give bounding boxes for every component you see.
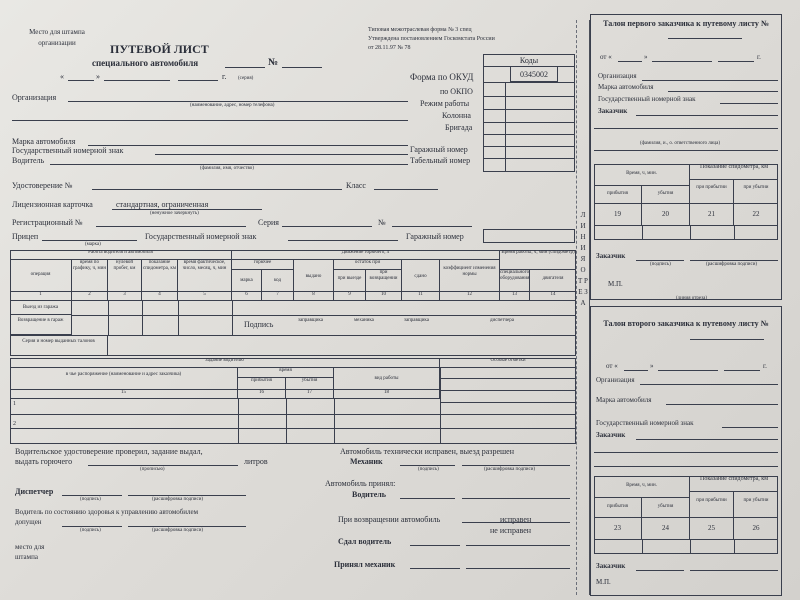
- sub-rest: остаток при: [334, 260, 402, 270]
- coupon2-month-line[interactable]: [658, 370, 718, 371]
- num-11: 11: [402, 292, 440, 301]
- coupon2-brand-line[interactable]: [666, 404, 778, 405]
- number-line: [282, 67, 322, 68]
- coupon1-month-line[interactable]: [652, 61, 712, 62]
- not-ok-text: не исправен: [490, 526, 532, 535]
- driver-line[interactable]: [50, 164, 408, 165]
- org-hint: (наименование, адрес, номер телефона): [190, 103, 275, 108]
- task-col-customer: в чье распоряжение (наименование и адрес заказчика): [10, 368, 238, 390]
- coupon1-dep: убытия: [642, 186, 690, 204]
- task-vline-2: [286, 399, 287, 444]
- coupon2-day-line[interactable]: [624, 370, 648, 371]
- row-divider-d: [232, 301, 233, 335]
- series-line: [225, 67, 265, 68]
- coupon2-sign-line[interactable]: [636, 570, 684, 571]
- class-label: Класс: [346, 181, 366, 190]
- license-line[interactable]: [92, 189, 342, 190]
- trailer-garage-label: Гаражный номер: [406, 232, 464, 241]
- health-decode-hint: (расшифровка подписи): [152, 528, 204, 533]
- organization-label: Организация: [12, 93, 57, 102]
- coupon1-customer-line-2[interactable]: [594, 128, 778, 129]
- coupon1-brand-line[interactable]: [668, 91, 778, 92]
- num-label: №: [378, 218, 386, 227]
- coupon2-at-dep: при убытии: [734, 492, 778, 518]
- coupon2-quote-close: »: [650, 362, 654, 370]
- task-col-dep: убытия: [286, 378, 334, 390]
- coupon2-vline-1: [642, 540, 643, 554]
- coupon1-cut-hint: (линия отреза): [676, 296, 708, 301]
- driver-accept-label: Водитель: [352, 490, 386, 499]
- garage-no-label: Гаражный номер: [410, 145, 468, 154]
- col-issued: выдано: [294, 260, 334, 292]
- date-year-line: [178, 80, 218, 81]
- coupon2-customer-line[interactable]: [636, 439, 778, 440]
- driver-accept-decode-line[interactable]: [462, 498, 570, 499]
- num-9: 9: [334, 292, 366, 301]
- task-row-2: 2: [13, 421, 16, 427]
- form-note-3: от 28.11.97 № 78: [368, 45, 411, 51]
- tabel-no-label: Табельный номер: [410, 156, 471, 165]
- col-at-exit: при выезде: [334, 270, 366, 292]
- coupon1-org-line[interactable]: [642, 80, 778, 81]
- brand-hint: (марка): [85, 242, 101, 247]
- coupon2-hint-line: [594, 466, 778, 467]
- col-engine: двигателя: [530, 270, 576, 292]
- coupon2-vline-3: [734, 540, 735, 554]
- work-group-2: Движение горючего, л: [232, 250, 500, 260]
- coupon1-vline-1: [642, 226, 643, 240]
- dispatcher-label: Диспетчер: [15, 487, 54, 496]
- sign-refueler: заправщика: [298, 318, 323, 323]
- num-8: 8: [294, 292, 334, 301]
- coupon2-org: Организация: [596, 376, 635, 384]
- coupon2-customer-sign: Заказчик: [596, 562, 626, 570]
- class-line[interactable]: [374, 189, 438, 190]
- words-hint: (прописью): [140, 467, 165, 472]
- num-7: 7: [262, 292, 294, 301]
- form-note-1: Типовая межотраслевая форма № 3 спец: [368, 27, 472, 33]
- series-label: Серия: [258, 218, 279, 227]
- num-13: 13: [500, 292, 530, 301]
- num-2: 2: [72, 292, 108, 301]
- coupon1-sign-hint: (подпись): [650, 262, 671, 267]
- year-suffix: г.: [222, 72, 227, 81]
- coupon1-gov-line[interactable]: [720, 103, 778, 104]
- car-brand-line[interactable]: [88, 145, 408, 146]
- task-col-time: время: [238, 368, 334, 378]
- codes-divider-7: [483, 146, 575, 147]
- dispatcher-sign-hint: (подпись): [80, 497, 101, 502]
- row-divider-b: [142, 301, 143, 335]
- task-col-arr: прибытия: [238, 378, 286, 390]
- coupon2-at-arr: при прибытии: [690, 492, 734, 518]
- coupon2-from: от «: [606, 362, 618, 370]
- special-line-4: [440, 414, 576, 415]
- task-row-1: 1: [13, 401, 16, 407]
- coupon1-at-dep: при убытии: [734, 180, 778, 204]
- trailer-line[interactable]: [42, 240, 137, 241]
- series-line-2[interactable]: [282, 226, 372, 227]
- reg-no-line[interactable]: [96, 226, 246, 227]
- special-line-5: [440, 428, 576, 429]
- form-note-2: Утверждена постановлением Госкомстата России: [368, 36, 495, 42]
- health-text: Водитель по состоянию здоровья к управлению автомобилем: [15, 508, 199, 516]
- organization-line[interactable]: [68, 101, 408, 102]
- coupon2-customer-line-2[interactable]: [594, 452, 778, 453]
- mechanic-sign-hint: (подпись): [418, 467, 439, 472]
- coupon1-customer-sign: Заказчик: [596, 252, 626, 260]
- driver-hint: (фамилия, имя, отчество): [200, 166, 254, 171]
- license-label: Удостоверение №: [12, 181, 73, 190]
- coupon1-title: Талон первого заказчика к путевому листу №: [603, 19, 769, 28]
- coupon2-decode-line[interactable]: [690, 570, 778, 571]
- driver-label: Водитель: [12, 156, 45, 165]
- health-sign-hint: (подпись): [80, 528, 101, 533]
- handed-decode-line[interactable]: [466, 545, 570, 546]
- coupon2-mp: М.П.: [596, 578, 611, 586]
- coupon2-speedo: Показание спидометра, км: [690, 476, 778, 492]
- col-sched: время по графику, ч, мин: [72, 260, 108, 292]
- coupon1-arr: прибытия: [594, 186, 642, 204]
- coupon2-dep: убытия: [642, 498, 690, 518]
- mechanic-sign-line[interactable]: [400, 465, 455, 466]
- row-divider-h: [72, 315, 576, 316]
- num-14: 14: [530, 292, 576, 301]
- work-group-1: Работа водителя и автомобиля: [10, 250, 232, 260]
- codes-divider-8: [483, 158, 575, 159]
- coupon1-year: г.: [757, 53, 761, 61]
- stamp-place-bottom: место для штампа: [15, 543, 45, 561]
- cut-line-text-1: Л И Н И Я О Т Р Е З А: [578, 211, 588, 307]
- coupon1-num-19: 19: [594, 204, 642, 226]
- col-speedo: показание спидометра, км: [142, 260, 178, 292]
- received-sign-line[interactable]: [410, 568, 460, 569]
- sign-mechanic: механика: [354, 318, 374, 323]
- coupon1-year-line[interactable]: [718, 61, 754, 62]
- trailer-gov-label: Государственный номерной знак: [145, 232, 257, 241]
- coupon2-number-line[interactable]: [690, 339, 764, 340]
- task-num-18: 18: [334, 390, 440, 399]
- coupon1-sign-line[interactable]: [636, 260, 684, 261]
- coupon2-num-23: 23: [594, 518, 642, 540]
- trailer-gov-line[interactable]: [288, 240, 398, 241]
- special-marks: Особые отметки: [440, 358, 576, 368]
- special-line-1: [440, 378, 576, 379]
- issue-fuel: выдать горючего: [15, 457, 73, 466]
- organization-line-2[interactable]: [12, 120, 408, 121]
- liters-label: литров: [244, 457, 268, 466]
- mechanic-decode-line[interactable]: [462, 465, 570, 466]
- col-operation: операция: [10, 260, 72, 292]
- coupon1-hint-line: [594, 150, 778, 151]
- card-type-line: [112, 209, 262, 210]
- form-subtitle: специального автомобиля: [92, 58, 199, 68]
- date-quote-open: «: [60, 72, 64, 81]
- task-num-15: 15: [10, 390, 238, 399]
- coupon1-decode-line[interactable]: [690, 260, 778, 261]
- car-accepted: Автомобиль принял:: [325, 479, 396, 488]
- handed-sign-line[interactable]: [410, 545, 460, 546]
- coupon1-gov: Государственный номерной знак: [598, 95, 696, 103]
- col-code: код: [262, 270, 294, 292]
- coupon1-customer: Заказчик: [598, 107, 628, 115]
- codes-divider-6: [483, 134, 575, 135]
- coupon2-num-24: 24: [642, 518, 690, 540]
- reg-no-label: Регистрационный №: [12, 218, 83, 227]
- task-num-17: 17: [286, 390, 334, 399]
- codes-divider-3: [483, 96, 575, 97]
- ok-text: исправен: [500, 515, 532, 524]
- col-zero: нулевой пробег, км: [108, 260, 142, 292]
- coupon2-year-line[interactable]: [724, 370, 760, 371]
- date-day-line: [68, 80, 94, 81]
- coupon2-vline-2: [690, 540, 691, 554]
- task-row-divider-2: [10, 428, 440, 429]
- row-divider-c: [178, 301, 179, 335]
- num-1: 1: [10, 292, 72, 301]
- okpo-label: по ОКПО: [440, 87, 473, 96]
- license-card-label: Лицензионная карточка: [12, 200, 93, 209]
- car-brand-label: Марка автомобиля: [12, 137, 76, 146]
- codes-vline: [505, 82, 506, 172]
- coupon1-decode-hint: (расшифровка подписи): [706, 262, 758, 267]
- coupon1-num-22: 22: [734, 204, 778, 226]
- codes-divider-5: [483, 122, 575, 123]
- received-label: Принял механик: [334, 560, 396, 569]
- coupon1-day-line[interactable]: [618, 61, 642, 62]
- coupon1-speedo: Показание спидометра, км: [690, 164, 778, 180]
- sign-refueler-2: заправщика: [404, 318, 429, 323]
- codes-divider-2: [483, 82, 575, 83]
- task-row-divider-1: [10, 414, 440, 415]
- mechanic-decode-hint: (расшифровка подписи): [484, 467, 536, 472]
- coupon2-brand: Марка автомобиля: [596, 396, 652, 404]
- work-mode-label: Режим работы: [420, 99, 470, 108]
- col-special: специального оборудования: [500, 270, 530, 292]
- dispatcher-decode-line[interactable]: [128, 495, 246, 496]
- coupon1-from: от «: [600, 53, 612, 61]
- stamp-place-text: Место для штампа организации: [29, 28, 85, 47]
- coupon1-time: Время, ч, мин.: [594, 164, 690, 186]
- card-hint: (ненужное зачеркнуть): [150, 211, 199, 216]
- allowed-text: допущен: [15, 518, 42, 526]
- sign-label: Подпись: [244, 320, 274, 329]
- num-line[interactable]: [392, 226, 472, 227]
- coupon1-quote-close: »: [644, 53, 648, 61]
- handed-label: Сдал водитель: [338, 537, 392, 546]
- coupon1-brand: Марка автомобиля: [598, 83, 654, 91]
- task-vline-3: [334, 399, 335, 444]
- gov-number-line[interactable]: [155, 154, 408, 155]
- coupon2-year: г.: [763, 362, 767, 370]
- num-12: 12: [440, 292, 500, 301]
- coupon2-num-25: 25: [690, 518, 734, 540]
- coupon1-customer-line[interactable]: [636, 115, 778, 116]
- coupon1-mp: М.П.: [608, 280, 623, 288]
- codes-header: Коды: [519, 56, 539, 65]
- card-type: стандартная, ограниченная: [116, 200, 209, 209]
- coupon2-num-26: 26: [734, 518, 778, 540]
- date-quote-close: »: [96, 72, 100, 81]
- gov-number-label: Государственный номерной знак: [12, 146, 124, 155]
- coupon2-gov: Государственный номерной знак: [596, 419, 694, 427]
- seal-row-label: Серия и номер выданных талонов: [10, 335, 108, 356]
- special-line-2: [440, 390, 576, 391]
- mechanic-label: Механик: [350, 457, 383, 466]
- coupon1-num-21: 21: [690, 204, 734, 226]
- form-title: ПУТЕВОЙ ЛИСТ: [110, 42, 209, 56]
- health-decode-line[interactable]: [128, 526, 246, 527]
- num-6: 6: [232, 292, 262, 301]
- okud-value: 0345002: [520, 70, 548, 79]
- return-text: При возвращении автомобиль: [338, 515, 441, 524]
- trailer-label: Прицеп: [12, 232, 39, 241]
- col-at-return: при возвращении: [366, 270, 402, 292]
- dispatcher-decode-hint: (расшифровка подписи): [152, 497, 204, 502]
- sub-fuel: горючее: [232, 260, 294, 270]
- col-fact: время фактическое, число, месяц, ч, мин: [178, 260, 232, 292]
- task-vline-1: [238, 399, 239, 444]
- coupon1-at-arr: при прибытии: [690, 180, 734, 204]
- col-coef: коэффициент изменения нормы: [440, 260, 500, 292]
- fuel-amount-line[interactable]: [88, 465, 238, 466]
- row-exit-label: Выезд из гаража: [10, 301, 72, 315]
- okud-label: Форма по ОКУД: [410, 72, 474, 82]
- coupon1-number-line[interactable]: [668, 38, 742, 39]
- health-sign-line[interactable]: [62, 526, 122, 527]
- dispatcher-sign-line[interactable]: [62, 495, 122, 496]
- coupon2-customer: Заказчик: [596, 431, 626, 439]
- coupon2-time: Время, ч, мин.: [594, 476, 690, 498]
- coupon2-gov-line[interactable]: [722, 427, 778, 428]
- num-10: 10: [366, 292, 402, 301]
- ok-line: [462, 522, 570, 523]
- codes-divider-4: [483, 109, 575, 110]
- num-4: 4: [142, 292, 178, 301]
- work-group-3: Время работы, ч, мин (спидометр): [500, 250, 576, 270]
- coupon2-org-line[interactable]: [640, 384, 778, 385]
- license-checked: Водительское удостоверение проверил, задание выдал,: [15, 447, 203, 456]
- coupon2-arr: прибытия: [594, 498, 642, 518]
- task-num-16: 16: [238, 390, 286, 399]
- coupon1-vline-3: [734, 226, 735, 240]
- row-divider-a: [108, 301, 109, 335]
- received-decode-line[interactable]: [466, 568, 570, 569]
- special-line-3: [440, 402, 576, 403]
- driver-accept-sign-line[interactable]: [400, 498, 455, 499]
- coupon1-vline-2: [690, 226, 691, 240]
- series-hint: (серия): [238, 76, 254, 81]
- coupon1-hint: (фамилия, и., о. ответственного лица): [640, 141, 720, 146]
- task-vline-4: [440, 368, 441, 444]
- coupon1-num-20: 20: [642, 204, 690, 226]
- tech-ok-text: Автомобиль технически исправен, выезд разрешен: [340, 447, 515, 456]
- num-3: 3: [108, 292, 142, 301]
- num-5: 5: [178, 292, 232, 301]
- coupon2-title: Талон второго заказчика к путевому листу №: [603, 319, 769, 328]
- date-month-line: [104, 80, 170, 81]
- task-title: Задание водителю: [10, 358, 440, 368]
- coupon1-org: Организация: [598, 72, 637, 80]
- task-col-kind: вид работы: [334, 368, 440, 390]
- column-label: Колонна: [442, 111, 471, 120]
- col-handed: сдано: [402, 260, 440, 292]
- brigade-label: Бригада: [445, 123, 473, 132]
- number-sign: №: [268, 57, 279, 68]
- col-brand: марка: [232, 270, 262, 292]
- sign-dispatcher: диспетчера: [490, 318, 514, 323]
- row-return-label: Возвращение в гараж: [10, 315, 72, 335]
- trailer-garage-box[interactable]: [483, 229, 575, 243]
